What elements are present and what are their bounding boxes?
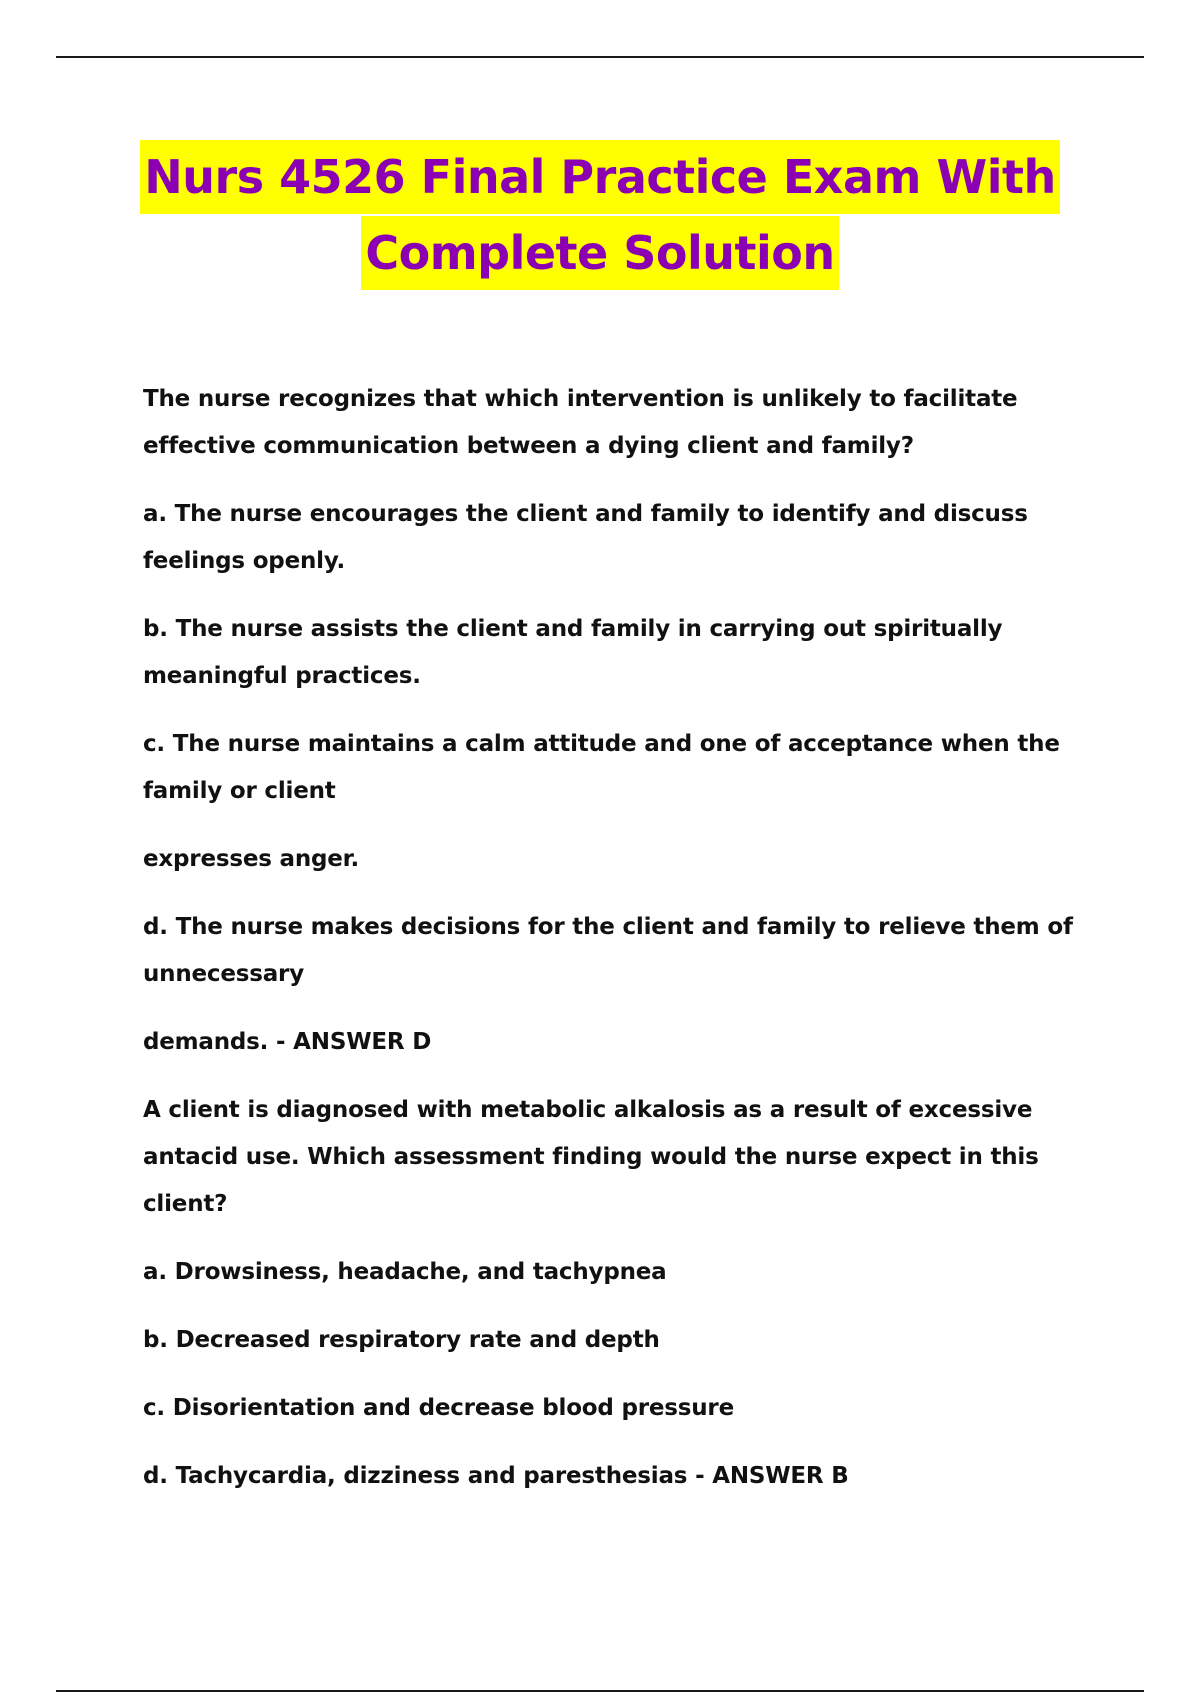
- question-1-option-a: a. The nurse encourages the client and family to identify and discuss feelings openly.: [143, 501, 1028, 574]
- question-1-answer: demands. - ANSWER D: [143, 1029, 432, 1055]
- question-2-option-b: b. Decreased respiratory rate and depth: [143, 1327, 660, 1353]
- document-body: [143, 376, 1103, 1521]
- title-line-1: Nurs 4526 Final Practice Exam With: [140, 140, 1059, 214]
- question-1-option-c: c. The nurse maintains a calm attitude and one of acceptance when the family or client: [143, 731, 1060, 804]
- title-line-2: Complete Solution: [361, 216, 838, 290]
- header-rule: [56, 56, 1144, 58]
- question-2-option-d-answer: d. Tachycardia, dizziness and paresthesias - ANSWER B: [143, 1463, 849, 1489]
- question-2-option-a: a. Drowsiness, headache, and tachypnea: [143, 1259, 667, 1285]
- question-2-option-c: c. Disorientation and decrease blood pressure: [143, 1395, 734, 1421]
- question-2-stem: A client is diagnosed with metabolic alkalosis as a result of excessive antacid use. Which assessment finding would the nurse expect in this client?: [143, 1097, 1039, 1217]
- question-1-option-c-continued: expresses anger.: [143, 846, 360, 872]
- footer-rule: [56, 1690, 1144, 1692]
- document-title: [60, 140, 1140, 292]
- question-1-option-b: b. The nurse assists the client and family in carrying out spiritually meaningful practices.: [143, 616, 1003, 689]
- question-1-stem: The nurse recognizes that which intervention is unlikely to facilitate effective communication between a dying client and family?: [143, 386, 1018, 459]
- question-1-option-d: d. The nurse makes decisions for the client and family to relieve them of unnecessary: [143, 914, 1073, 987]
